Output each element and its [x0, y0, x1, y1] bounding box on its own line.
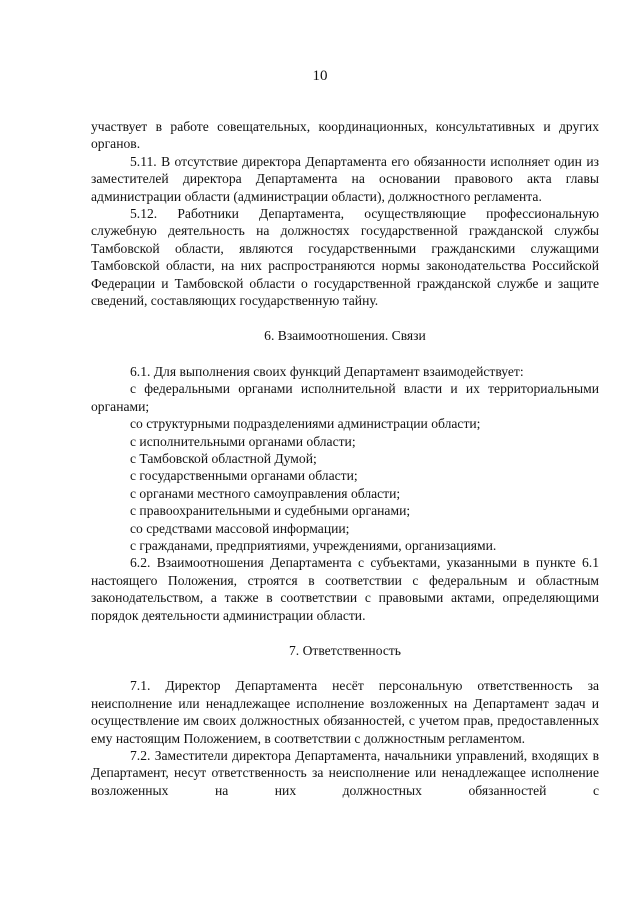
paragraph-7-1: 7.1. Директор Департамента несёт персональную ответственность за неисполнение или ненадлежащее исполнение возложенных на Департамент задач и осуществление им своих должностных обязанностей, с учетом прав, предоставленных ему настоящим Положением, в соответствии с должностным регламентом. — [91, 678, 599, 746]
list-item: со структурными подразделениями администрации области; — [130, 416, 481, 432]
list-item: с Тамбовской областной Думой; — [130, 450, 317, 466]
paragraph-7-2: 7.2. Заместители директора Департамента, начальники управлений, входящих в Департамент, несут ответственность за неисполнение или ненадлежащее исполнение возложенных на них должностных обязанностей с — [91, 748, 599, 798]
paragraph-5-12: 5.12. Работники Департамента, осуществляющие профессиональную служебную деятельность на должностях государственной гражданской службы Тамбовской области, являются государственными гражданскими служащими Тамбовской области, на них распространяются нормы законодательства Российской Федерации и Тамбовской области о государственной гражданской службе и защите сведений, составляющих государственную тайну. — [91, 206, 599, 309]
paragraph-5-11: 5.11. В отсутствие директора Департамента его обязанности исполняет один из заместителей директора Департамента на основании правового акта главы администрации области (администрации области), должностного регламента. — [91, 153, 599, 204]
paragraph-6-1: 6.1. Для выполнения своих функций Департамент взаимодействует: — [130, 363, 524, 379]
page-number: 10 — [312, 68, 328, 84]
paragraph-continuation: участвует в работе совещательных, координационных, консультативных и других органов. — [91, 119, 599, 152]
list-item: с гражданами, предприятиями, учреждениями, организациями. — [130, 537, 497, 553]
list-item: с правоохранительными и судебными органами; — [130, 503, 411, 519]
list-item: со средствами массовой информации; — [130, 520, 350, 536]
paragraph-6-2: 6.2. Взаимоотношения Департамента с субъектами, указанными в пункте 6.1 настоящего Положения, строятся в соответствии с федеральным и областным законодательством, а также в соответствии с правовыми актами, определяющими порядок деятельности администрации области. — [91, 555, 599, 623]
list-item: с исполнительными органами области; — [130, 433, 356, 449]
list-item: с государственными органами области; — [130, 468, 358, 484]
page-content — [91, 118, 599, 799]
list-item: с органами местного самоуправления области; — [130, 485, 401, 501]
section-7-heading: 7. Ответственность — [288, 642, 402, 658]
section-6-heading: 6. Взаимоотношения. Связи — [264, 328, 426, 344]
list-item: с федеральными органами исполнительной власти и их территориальными органами; — [91, 381, 599, 414]
